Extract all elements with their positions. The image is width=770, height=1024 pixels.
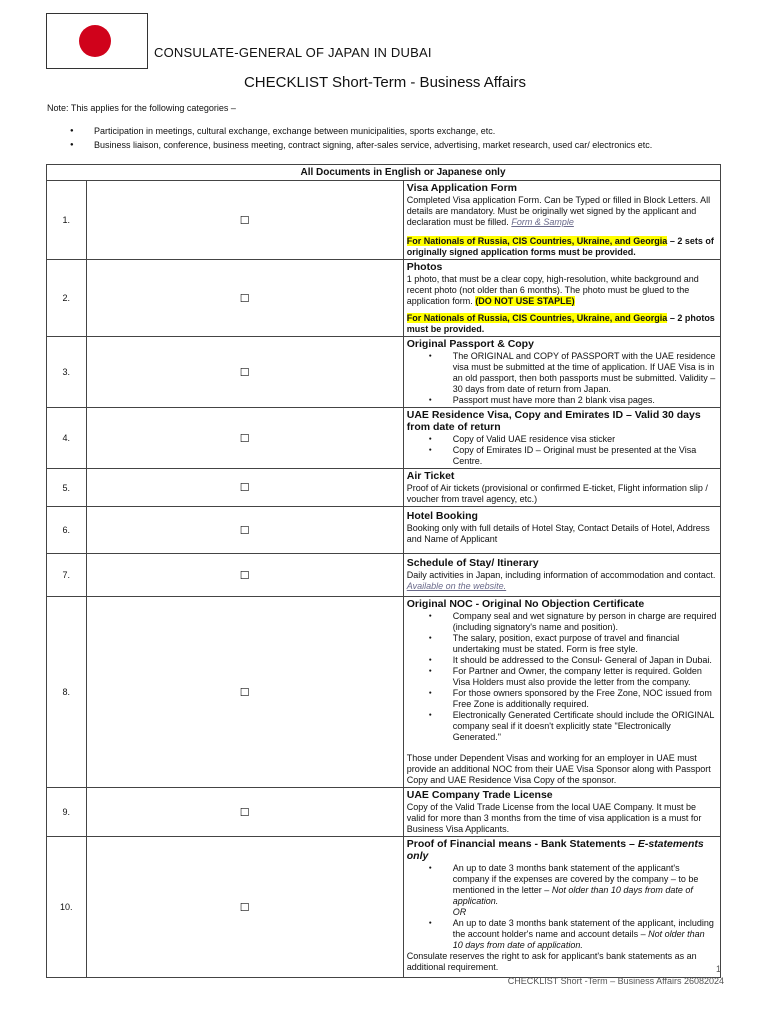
table-row bbox=[47, 597, 721, 788]
checkbox[interactable]: ☐ bbox=[86, 597, 403, 788]
table-row bbox=[47, 181, 721, 260]
table-row bbox=[47, 408, 721, 469]
item-text: 1 photo, that must be a clear copy, high-resolution, white background and recent photo (not older than 6 months). The photo must be glued to the application form. bbox=[406, 274, 699, 306]
highlight-text: For Nationals of Russia, CIS Countries, Ukraine, and Georgia bbox=[406, 313, 668, 323]
footer-text: CHECKLIST Short -Term – Business Affairs 26082024 bbox=[507, 976, 724, 986]
item-text: Proof of Air tickets (provisional or confirmed E-ticket, Flight information slip / voucher from travel agency, etc.) bbox=[406, 483, 708, 504]
item-heading: Hotel Booking bbox=[406, 510, 478, 522]
item-text: Daily activities in Japan, including information of accommodation and contact. bbox=[406, 570, 716, 580]
checkbox[interactable]: ☐ bbox=[86, 507, 403, 554]
item-heading: Visa Application Form bbox=[406, 182, 518, 194]
item-number: 3. bbox=[47, 337, 87, 408]
bullet-text: An up to date 3 months bank statement of the applicant's company if the expenses are covered by the company – to be mentioned in the letter – bbox=[452, 863, 699, 895]
highlight-text: For Nationals of Russia, CIS Countries, Ukraine, and Georgia bbox=[406, 236, 668, 246]
checkbox[interactable]: ☐ bbox=[86, 260, 403, 337]
item-text: Copy of the Valid Trade License from the local UAE Company. It must be valid for more than 3 months from the time of visa application is a must for Business Visa Applicants. bbox=[406, 802, 702, 834]
item-note: – 2 sets of originally signed application forms must be provided. bbox=[406, 236, 714, 257]
flag-sun bbox=[79, 25, 111, 57]
item-heading: Photos bbox=[406, 261, 443, 273]
consulate-name: CONSULATE-GENERAL OF JAPAN IN DUBAI bbox=[154, 45, 432, 60]
item-heading: Original NOC - Original No Objection Certificate bbox=[406, 598, 645, 610]
list-item: ● It should be addressed to the Consul- General of Japan in Dubai. bbox=[407, 655, 717, 666]
item-number: 4. bbox=[47, 408, 87, 469]
item-heading: Proof of Financial means - Bank Statements – bbox=[406, 838, 635, 850]
table-row bbox=[47, 469, 721, 507]
category-list bbox=[70, 125, 730, 153]
table-header: All Documents in English or Japanese only bbox=[86, 165, 721, 181]
item-heading: Air Ticket bbox=[406, 470, 455, 482]
list-item: ● The ORIGINAL and COPY of PASSPORT with the UAE residence visa must be submitted at the time of application. If UAE Visa is in an old passport, then both passports must be submitted. Validity – 30 days from date of return from Japan. bbox=[407, 351, 717, 395]
page-title: CHECKLIST Short-Term - Business Affairs bbox=[243, 74, 527, 91]
table-row bbox=[47, 554, 721, 597]
table-row bbox=[47, 337, 721, 408]
list-item: ● Copy of Emirates ID – Original must be presented at the Visa Centre. bbox=[407, 445, 717, 467]
table-row bbox=[47, 788, 721, 837]
list-item: ● Copy of Valid UAE residence visa sticker bbox=[407, 434, 717, 445]
checkbox[interactable]: ☐ bbox=[86, 837, 403, 978]
japan-flag-logo bbox=[46, 13, 148, 69]
list-item: ● Electronically Generated Certificate should include the ORIGINAL company seal if it doesn't explicitly state "Electronically Generated." bbox=[407, 710, 717, 743]
item-number: 9. bbox=[47, 788, 87, 837]
item-number: 2. bbox=[47, 260, 87, 337]
item-text: Completed Visa application Form. Can be Typed or filled in Block Letters. All details are mandatory. Must be originally wet signed by the applicant and declaration must be filled. bbox=[406, 195, 711, 227]
note-text: Note: This applies for the following categories – bbox=[47, 103, 236, 113]
item-heading: UAE Company Trade License bbox=[406, 789, 553, 801]
category-item: ● Participation in meetings, cultural exchange, exchange between municipalities, sports exchange, etc. bbox=[70, 125, 730, 137]
list-item bbox=[407, 918, 717, 951]
item-heading: UAE Residence Visa, Copy and Emirates ID – Valid 30 days from date of return bbox=[406, 409, 701, 433]
bullet-text: An up to date 3 months bank statement of the applicant, including the account holder's name and account details – bbox=[452, 918, 714, 939]
table-row bbox=[47, 837, 721, 978]
item-number: 6. bbox=[47, 507, 87, 554]
table-row bbox=[47, 260, 721, 337]
consulate-note: Consulate reserves the right to ask for applicant's bank statements as an additional requirement. bbox=[406, 951, 697, 972]
bullet-note: Not older than 10 days from date of application. bbox=[452, 929, 705, 950]
item-heading: Original Passport & Copy bbox=[406, 338, 534, 350]
item-number: 1. bbox=[47, 181, 87, 260]
checkbox[interactable]: ☐ bbox=[86, 469, 403, 507]
page-number: 1 bbox=[716, 964, 722, 974]
list-item: ● Company seal and wet signature by person in charge are required (including signatory's name and position). bbox=[407, 611, 717, 633]
bullet-note: Not older than 10 days from date of application. bbox=[452, 885, 693, 906]
item-heading-emphasis: E-statements only bbox=[406, 838, 704, 862]
form-sample-link[interactable]: Form & Sample bbox=[511, 217, 574, 227]
list-item: ● For those owners sponsored by the Free Zone, NOC issued from Free Zone is additionally required. bbox=[407, 688, 717, 710]
list-item bbox=[407, 863, 717, 918]
item-number: 5. bbox=[47, 469, 87, 507]
item-number: 7. bbox=[47, 554, 87, 597]
item-text: Booking only with full details of Hotel Stay, Contact Details of Hotel, Address and Name of Applicant bbox=[406, 523, 710, 544]
checkbox[interactable]: ☐ bbox=[86, 408, 403, 469]
category-item: ● Business liaison, conference, business meeting, contract signing, after-sales service, advertising, market research, used car/ electronics etc. bbox=[70, 139, 730, 151]
dependent-visa-note: Those under Dependent Visas and working for an employer in UAE must provide an additional NOC from their UAE Visa Sponsor along with Passport Copy and UAE Residence Visa Copy of the sponsor. bbox=[406, 753, 711, 785]
item-number: 8. bbox=[47, 597, 87, 788]
item-note: – 2 photos must be provided. bbox=[406, 313, 715, 334]
checklist-table bbox=[46, 164, 721, 978]
website-link[interactable]: Available on the website. bbox=[406, 581, 507, 591]
checkbox[interactable]: ☐ bbox=[86, 788, 403, 837]
list-item: ● The salary, position, exact purpose of travel and financial undertaking must be stated. Form is free style. bbox=[407, 633, 717, 655]
checkbox[interactable]: ☐ bbox=[86, 554, 403, 597]
list-item: ● For Partner and Owner, the company letter is required. Golden Visa Holders must also provide the letter from the company. bbox=[407, 666, 717, 688]
checkbox[interactable]: ☐ bbox=[86, 181, 403, 260]
or-text: OR bbox=[452, 907, 467, 917]
item-number: 10. bbox=[47, 837, 87, 978]
list-item: ● Passport must have more than 2 blank visa pages. bbox=[407, 395, 717, 406]
item-heading: Schedule of Stay/ Itinerary bbox=[406, 557, 539, 569]
checkbox[interactable]: ☐ bbox=[86, 337, 403, 408]
table-row bbox=[47, 507, 721, 554]
staple-warning: (DO NOT USE STAPLE) bbox=[475, 296, 575, 306]
